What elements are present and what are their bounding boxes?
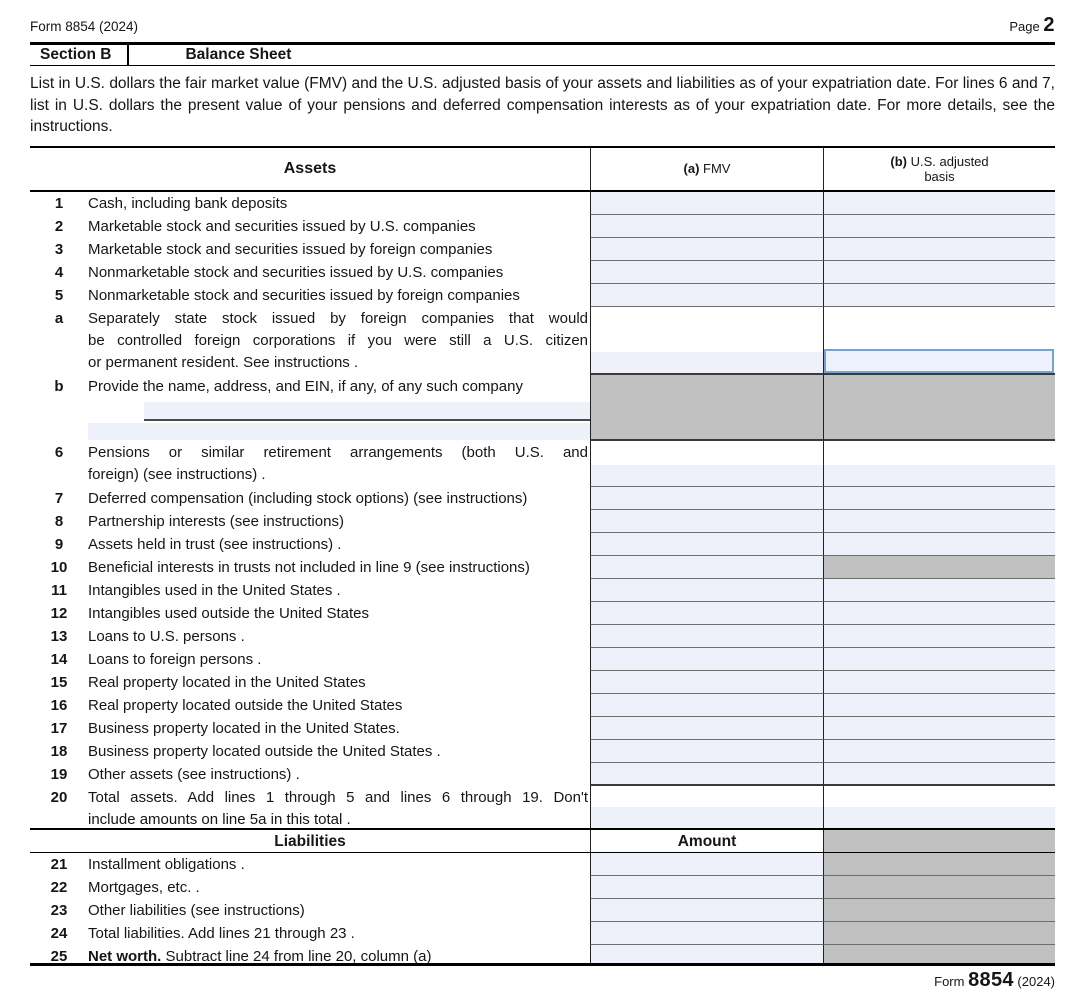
value-cell xyxy=(823,441,1055,487)
line-label: Real property located in the United States xyxy=(88,673,366,691)
value-cell xyxy=(590,307,823,375)
table-row-line-24 xyxy=(30,922,1055,945)
assets-column-header: Assets xyxy=(283,159,337,177)
shaded-cell xyxy=(823,375,1055,441)
value-cell xyxy=(823,238,1055,261)
basis-input-line-4[interactable] xyxy=(824,261,1055,283)
value-cell xyxy=(823,786,1055,828)
basis-input-line-19[interactable] xyxy=(824,763,1055,784)
value-cell xyxy=(590,922,823,945)
line-number: 15 xyxy=(50,673,68,691)
value-cell xyxy=(823,740,1055,763)
fmv-input-line-6[interactable] xyxy=(591,465,823,486)
section-instructions: List in U.S. dollars the fair market value (FMV) and the U.S. adjusted basis of your assets and liabilities as of your expatriation date. For lines 6 and 7, list in U.S. dollars the present value of your pensions and deferred compensation interests as of your expatriation date. For more details, see the instructions. xyxy=(30,75,1055,135)
line-number: 3 xyxy=(54,240,64,258)
line-number: 21 xyxy=(50,855,68,873)
table-row-line-9 xyxy=(30,533,1055,556)
value-cell xyxy=(823,648,1055,671)
basis-input-line-3[interactable] xyxy=(824,238,1055,260)
fmv-input-line-15[interactable] xyxy=(591,671,823,693)
balance-sheet-table xyxy=(30,146,1055,966)
line-number: 25 xyxy=(50,947,68,965)
line-number: 10 xyxy=(50,558,68,576)
table-row-line-21 xyxy=(30,853,1055,876)
table-row-line-11 xyxy=(30,579,1055,602)
page-number: 2 xyxy=(1043,14,1055,36)
value-cell xyxy=(590,238,823,261)
fmv-input-line-9[interactable] xyxy=(591,533,823,555)
line-label: Business property located outside the United States . xyxy=(88,742,441,760)
table-row-line-6 xyxy=(30,441,1055,487)
line-label: Nonmarketable stock and securities issued by U.S. companies xyxy=(88,263,504,281)
line-label: Intangibles used in the United States . xyxy=(88,581,341,599)
table-row-line-25 xyxy=(30,945,1055,966)
basis-input-line-6[interactable] xyxy=(824,465,1055,486)
basis-input-line-5[interactable] xyxy=(824,284,1055,306)
table-row-line-19 xyxy=(30,763,1055,786)
fmv-input-line-13[interactable] xyxy=(591,625,823,647)
line-label: Marketable stock and securities issued by foreign companies xyxy=(88,240,493,258)
line-number: 9 xyxy=(54,535,64,553)
section-header-bar xyxy=(30,42,1055,66)
value-cell xyxy=(590,694,823,717)
shaded-cell xyxy=(823,945,1055,963)
fmv-input-line-10[interactable] xyxy=(591,556,823,578)
table-row-line-22 xyxy=(30,876,1055,899)
fmv-input-line-16[interactable] xyxy=(591,694,823,716)
table-row-line-18 xyxy=(30,740,1055,763)
value-cell xyxy=(590,853,823,876)
value-cell xyxy=(590,441,823,487)
value-cell xyxy=(590,786,823,828)
basis-input-line-9[interactable] xyxy=(824,533,1055,555)
value-cell xyxy=(590,192,823,215)
section-title: Balance Sheet xyxy=(185,46,292,63)
basis-column-header: (b) U.S. adjusted basis xyxy=(823,148,1055,190)
value-cell xyxy=(590,510,823,533)
page-label: Page xyxy=(1009,19,1040,34)
line-number: 20 xyxy=(50,788,68,806)
table-row-line-20 xyxy=(30,786,1055,830)
line-label: Marketable stock and securities issued by U.S. companies xyxy=(88,217,476,235)
shaded-cell xyxy=(823,830,1055,852)
fmv-input-line-19[interactable] xyxy=(591,763,823,784)
basis-input-line-18[interactable] xyxy=(824,740,1055,762)
line-label: Assets held in trust (see instructions) . xyxy=(88,535,342,553)
fmv-input-line-17[interactable] xyxy=(591,717,823,739)
table-row-line-1 xyxy=(30,192,1055,215)
table-row-line-2 xyxy=(30,215,1055,238)
fmv-input-line-14[interactable] xyxy=(591,648,823,670)
fmv-input-line-5a[interactable] xyxy=(591,352,823,373)
fmv-input-line-4[interactable] xyxy=(591,261,823,283)
fmv-input-line-3[interactable] xyxy=(591,238,823,260)
shaded-cell xyxy=(823,853,1055,876)
liabilities-header: Liabilities xyxy=(274,832,346,850)
line-label: Beneficial interests in trusts not included in line 9 (see instructions) xyxy=(88,558,530,576)
table-row-line-3 xyxy=(30,238,1055,261)
table-row-line-16 xyxy=(30,694,1055,717)
line-label: Total liabilities. Add lines 21 through 23 . xyxy=(88,924,355,942)
value-cell xyxy=(590,945,823,963)
line-label: Deferred compensation (including stock options) (see instructions) xyxy=(88,489,528,507)
footer-form-label: Form xyxy=(934,973,965,989)
value-cell xyxy=(823,579,1055,602)
line-number: 1 xyxy=(54,194,64,212)
basis-input-line-20[interactable] xyxy=(824,807,1055,828)
value-cell xyxy=(823,533,1055,556)
line-number: 16 xyxy=(50,696,68,714)
fmv-input-line-2[interactable] xyxy=(591,215,823,237)
line-number: 23 xyxy=(50,901,68,919)
table-row-line-12 xyxy=(30,602,1055,625)
line-number: 18 xyxy=(50,742,68,760)
basis-input-line-16[interactable] xyxy=(824,694,1055,716)
basis-input-line-5a[interactable] xyxy=(824,349,1054,373)
value-cell xyxy=(590,648,823,671)
table-row-line-10 xyxy=(30,556,1055,579)
table-row-line-5a xyxy=(30,307,1055,375)
amount-input-line-23[interactable] xyxy=(591,899,823,921)
fmv-input-line-7[interactable] xyxy=(591,487,823,509)
line-label: Business property located in the United States. xyxy=(88,719,400,737)
line-number: 7 xyxy=(54,489,64,507)
line-number: 14 xyxy=(50,650,68,668)
basis-input-line-15[interactable] xyxy=(824,671,1055,693)
table-row-line-17 xyxy=(30,717,1055,740)
value-cell xyxy=(823,487,1055,510)
form-footer xyxy=(30,969,1055,992)
amount-header: Amount xyxy=(590,830,823,852)
line-label: Partnership interests (see instructions) xyxy=(88,512,344,530)
footer-form-number: 8854 xyxy=(968,968,1014,991)
company-info-input-1[interactable] xyxy=(144,402,590,421)
fmv-input-line-20[interactable] xyxy=(591,807,823,828)
basis-input-line-14[interactable] xyxy=(824,648,1055,670)
basis-input-line-7[interactable] xyxy=(824,487,1055,509)
table-row-line-7 xyxy=(30,487,1055,510)
line-label: Total assets. Add lines 1 through 5 and lines 6 through 19. Don't include amounts on line 5a in this total . xyxy=(88,788,588,828)
value-cell xyxy=(590,602,823,625)
line-label: Other assets (see instructions) . xyxy=(88,765,300,783)
shaded-cell xyxy=(823,922,1055,945)
line-label: Real property located outside the United States xyxy=(88,696,403,714)
value-cell xyxy=(590,740,823,763)
line-label: Nonmarketable stock and securities issued by foreign companies xyxy=(88,286,520,304)
basis-input-line-2[interactable] xyxy=(824,215,1055,237)
table-row-line-14 xyxy=(30,648,1055,671)
basis-input-line-8[interactable] xyxy=(824,510,1055,532)
line-number: 19 xyxy=(50,765,68,783)
value-cell xyxy=(823,717,1055,740)
line-label: Intangibles used outside the United States xyxy=(88,604,370,622)
table-header-row xyxy=(30,148,1055,192)
liabilities-header-row xyxy=(30,830,1055,853)
value-cell xyxy=(590,284,823,307)
line-number: b xyxy=(54,377,64,395)
fmv-input-line-11[interactable] xyxy=(591,579,823,601)
value-cell xyxy=(823,192,1055,215)
table-row-line-8 xyxy=(30,510,1055,533)
value-cell xyxy=(823,694,1055,717)
basis-input-line-13[interactable] xyxy=(824,625,1055,647)
line-label: Installment obligations . xyxy=(88,855,245,873)
line-number: 22 xyxy=(50,878,68,896)
amount-input-line-21[interactable] xyxy=(591,853,823,875)
line-number: 6 xyxy=(54,443,64,461)
line-label: Loans to foreign persons . xyxy=(88,650,262,668)
line-label: Provide the name, address, and EIN, if any, of any such company xyxy=(88,375,590,441)
line-number: 17 xyxy=(50,719,68,737)
line-label: Other liabilities (see instructions) xyxy=(88,901,305,919)
value-cell xyxy=(590,261,823,284)
value-cell xyxy=(823,625,1055,648)
value-cell xyxy=(823,284,1055,307)
value-cell xyxy=(590,625,823,648)
value-cell xyxy=(590,717,823,740)
basis-input-line-1[interactable] xyxy=(824,192,1055,214)
value-cell xyxy=(590,763,823,786)
line-number: 5 xyxy=(54,286,64,304)
line-number: 24 xyxy=(50,924,68,942)
line-number: 2 xyxy=(54,217,64,235)
shaded-cell xyxy=(590,375,823,441)
company-info-input-2[interactable] xyxy=(88,423,590,440)
line-number: 4 xyxy=(54,263,64,281)
table-row-line-23 xyxy=(30,899,1055,922)
value-cell xyxy=(823,307,1055,375)
line-label: Mortgages, etc. . xyxy=(88,878,200,896)
table-body xyxy=(30,192,1055,966)
fmv-input-line-12[interactable] xyxy=(591,602,823,624)
fmv-input-line-1[interactable] xyxy=(591,192,823,214)
shaded-cell xyxy=(823,876,1055,899)
line-number: 12 xyxy=(50,604,68,622)
value-cell xyxy=(590,215,823,238)
amount-input-line-25[interactable] xyxy=(591,945,823,963)
fmv-input-line-8[interactable] xyxy=(591,510,823,532)
amount-input-line-22[interactable] xyxy=(591,876,823,898)
section-id: Section B xyxy=(30,45,129,65)
value-cell xyxy=(590,876,823,899)
value-cell xyxy=(590,671,823,694)
basis-input-line-11[interactable] xyxy=(824,579,1055,601)
line-label: Loans to U.S. persons . xyxy=(88,627,245,645)
value-cell xyxy=(590,579,823,602)
value-cell xyxy=(590,487,823,510)
table-row-line-5 xyxy=(30,284,1055,307)
value-cell xyxy=(823,510,1055,533)
table-row-line-15 xyxy=(30,671,1055,694)
value-cell xyxy=(590,899,823,922)
table-row-line-5b xyxy=(30,375,1055,441)
line-number: 13 xyxy=(50,627,68,645)
amount-input-line-24[interactable] xyxy=(591,922,823,944)
line-number: 11 xyxy=(51,581,67,599)
page-indicator xyxy=(1009,14,1055,37)
fmv-column-header: (a) FMV xyxy=(590,148,823,190)
footer-form-year: (2024) xyxy=(1017,973,1055,989)
form-id: Form 8854 (2024) xyxy=(30,19,139,34)
line-label: Separately state stock issued by foreign companies that would be controlled foreign corporations if you were still a U.S. citizen or permanent resident. See instructions . xyxy=(88,309,588,371)
table-row-line-4 xyxy=(30,261,1055,284)
value-cell xyxy=(590,533,823,556)
value-cell xyxy=(590,556,823,579)
fmv-input-line-18[interactable] xyxy=(591,740,823,762)
fmv-input-line-5[interactable] xyxy=(591,284,823,306)
value-cell xyxy=(823,602,1055,625)
value-cell xyxy=(823,215,1055,238)
page-header xyxy=(0,0,1080,37)
shaded-cell xyxy=(823,556,1055,579)
value-cell xyxy=(823,261,1055,284)
line-label: Cash, including bank deposits xyxy=(88,194,288,212)
value-cell xyxy=(823,763,1055,786)
basis-input-line-12[interactable] xyxy=(824,602,1055,624)
basis-input-line-17[interactable] xyxy=(824,717,1055,739)
value-cell xyxy=(823,671,1055,694)
line-number: a xyxy=(54,309,64,327)
line-label: Pensions or similar retirement arrangements (both U.S. and foreign) (see instructions) . xyxy=(88,443,588,483)
table-row-line-13 xyxy=(30,625,1055,648)
shaded-cell xyxy=(823,899,1055,922)
line-label: Net worth. Subtract line 24 from line 20, column (a) xyxy=(88,947,432,963)
line-number: 8 xyxy=(54,512,64,530)
